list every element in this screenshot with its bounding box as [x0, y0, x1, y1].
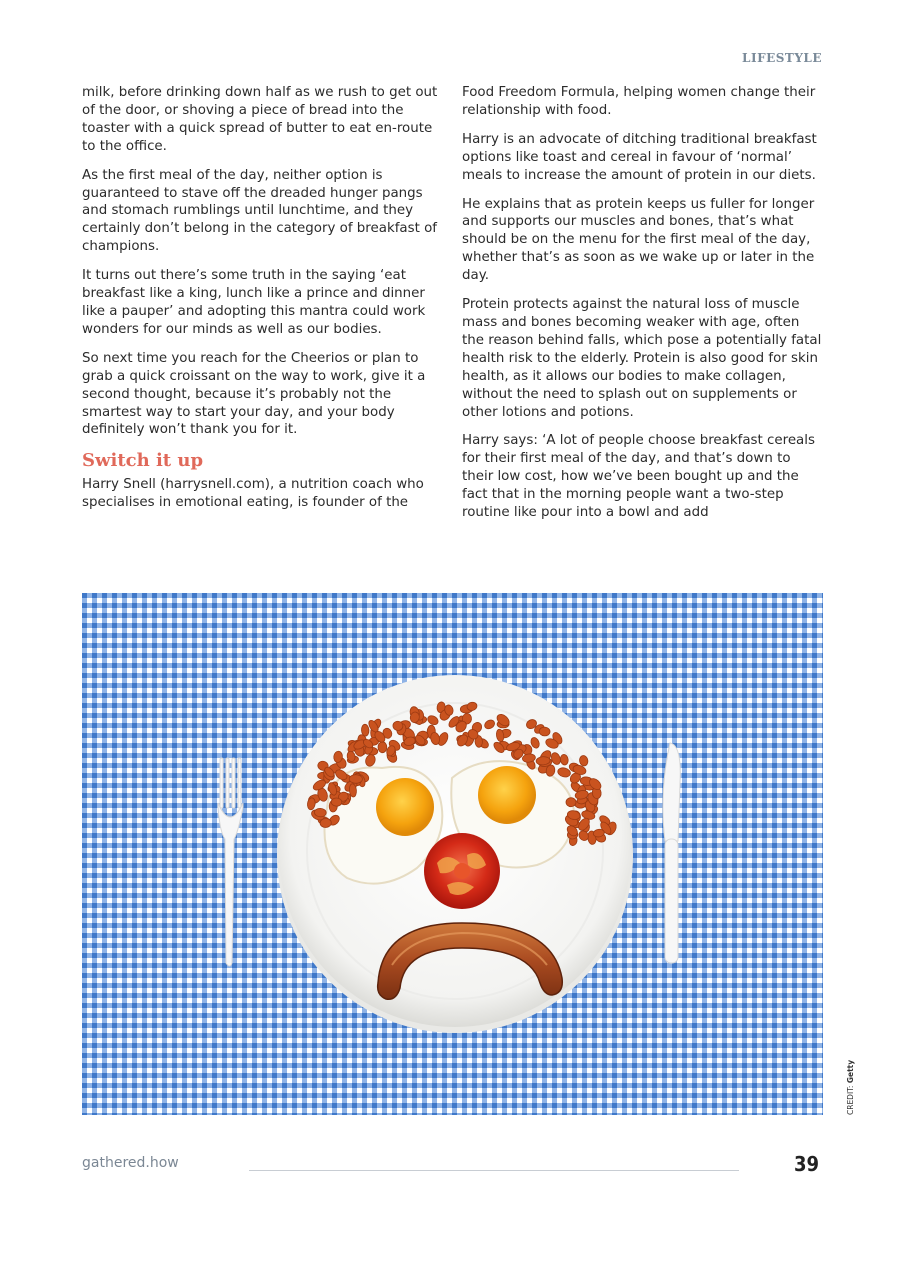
paragraph: It turns out there’s some truth in the saying ‘eat breakfast like a king, lunch like a prince and dinner like a pauper’ and adopting this mantra could work wonders for our minds as well as our bodies. — [82, 268, 426, 337]
knife-icon — [663, 743, 680, 963]
breakfast-face-photo — [82, 593, 823, 1115]
paragraph: As the first meal of the day, neither option is guaranteed to stave off the dreaded hunger pangs and stomach rumblings until lunchtime, and they certainly don’t belong in the category of breakfast of champions. — [82, 167, 438, 255]
subheading: Switch it up — [82, 450, 204, 472]
paragraph: Harry is an advocate of ditching traditional breakfast options like toast and cereal in favour of ‘normal’ meals to increase the amount of protein in our diets. — [462, 131, 817, 183]
paragraph: Protein protects against the natural loss of muscle mass and bones becoming weaker with age, often the reason behind falls, which pose a potentially fatal health risk to the elderly. Protein is also good for skin health, as it allows our bodies to make collagen, without the need to splash out on supplements or other lotions and potions. — [462, 297, 822, 420]
footer-site: gathered.how — [82, 1155, 179, 1171]
photo-credit: CREDIT: Getty — [846, 1059, 855, 1115]
paragraph: So next time you reach for the Cheerios or plan to grab a quick croissant on the way to work, give it a second thought, because it’s probably not the smartest way to start your day, and your body definitely won’t thank you for it. — [82, 350, 426, 438]
paragraph: Harry says: ‘A lot of people choose breakfast cereals for their first meal of the day, and that’s down to their low cost, how we’ve been bought up and the fact that in the morning people want a two-step routine like pour into a bowl and add — [462, 433, 815, 521]
article-column-right — [462, 84, 822, 533]
page-number: 39 — [793, 1152, 819, 1176]
article-column-left — [82, 84, 442, 523]
tomato-nose — [424, 833, 500, 909]
section-label: LIFESTYLE — [742, 51, 822, 65]
paragraph: He explains that as protein keeps us fuller for longer and supports our muscles and bones, that’s what should be on the menu for the first meal of the day, whether that’s as soon as we wake up or later in the day. — [462, 196, 815, 284]
footer-rule — [249, 1170, 739, 1171]
paragraph: Harry Snell (harrysnell.com), a nutrition coach who specialises in emotional eating, is founder of the — [82, 477, 424, 511]
paragraph: Food Freedom Formula, helping women change their relationship with food. — [462, 85, 816, 118]
paragraph: milk, before drinking down half as we rush to get out of the door, or shoving a piece of bread into the toaster with a quick spread of butter to eat en-route to the office. — [82, 85, 438, 154]
